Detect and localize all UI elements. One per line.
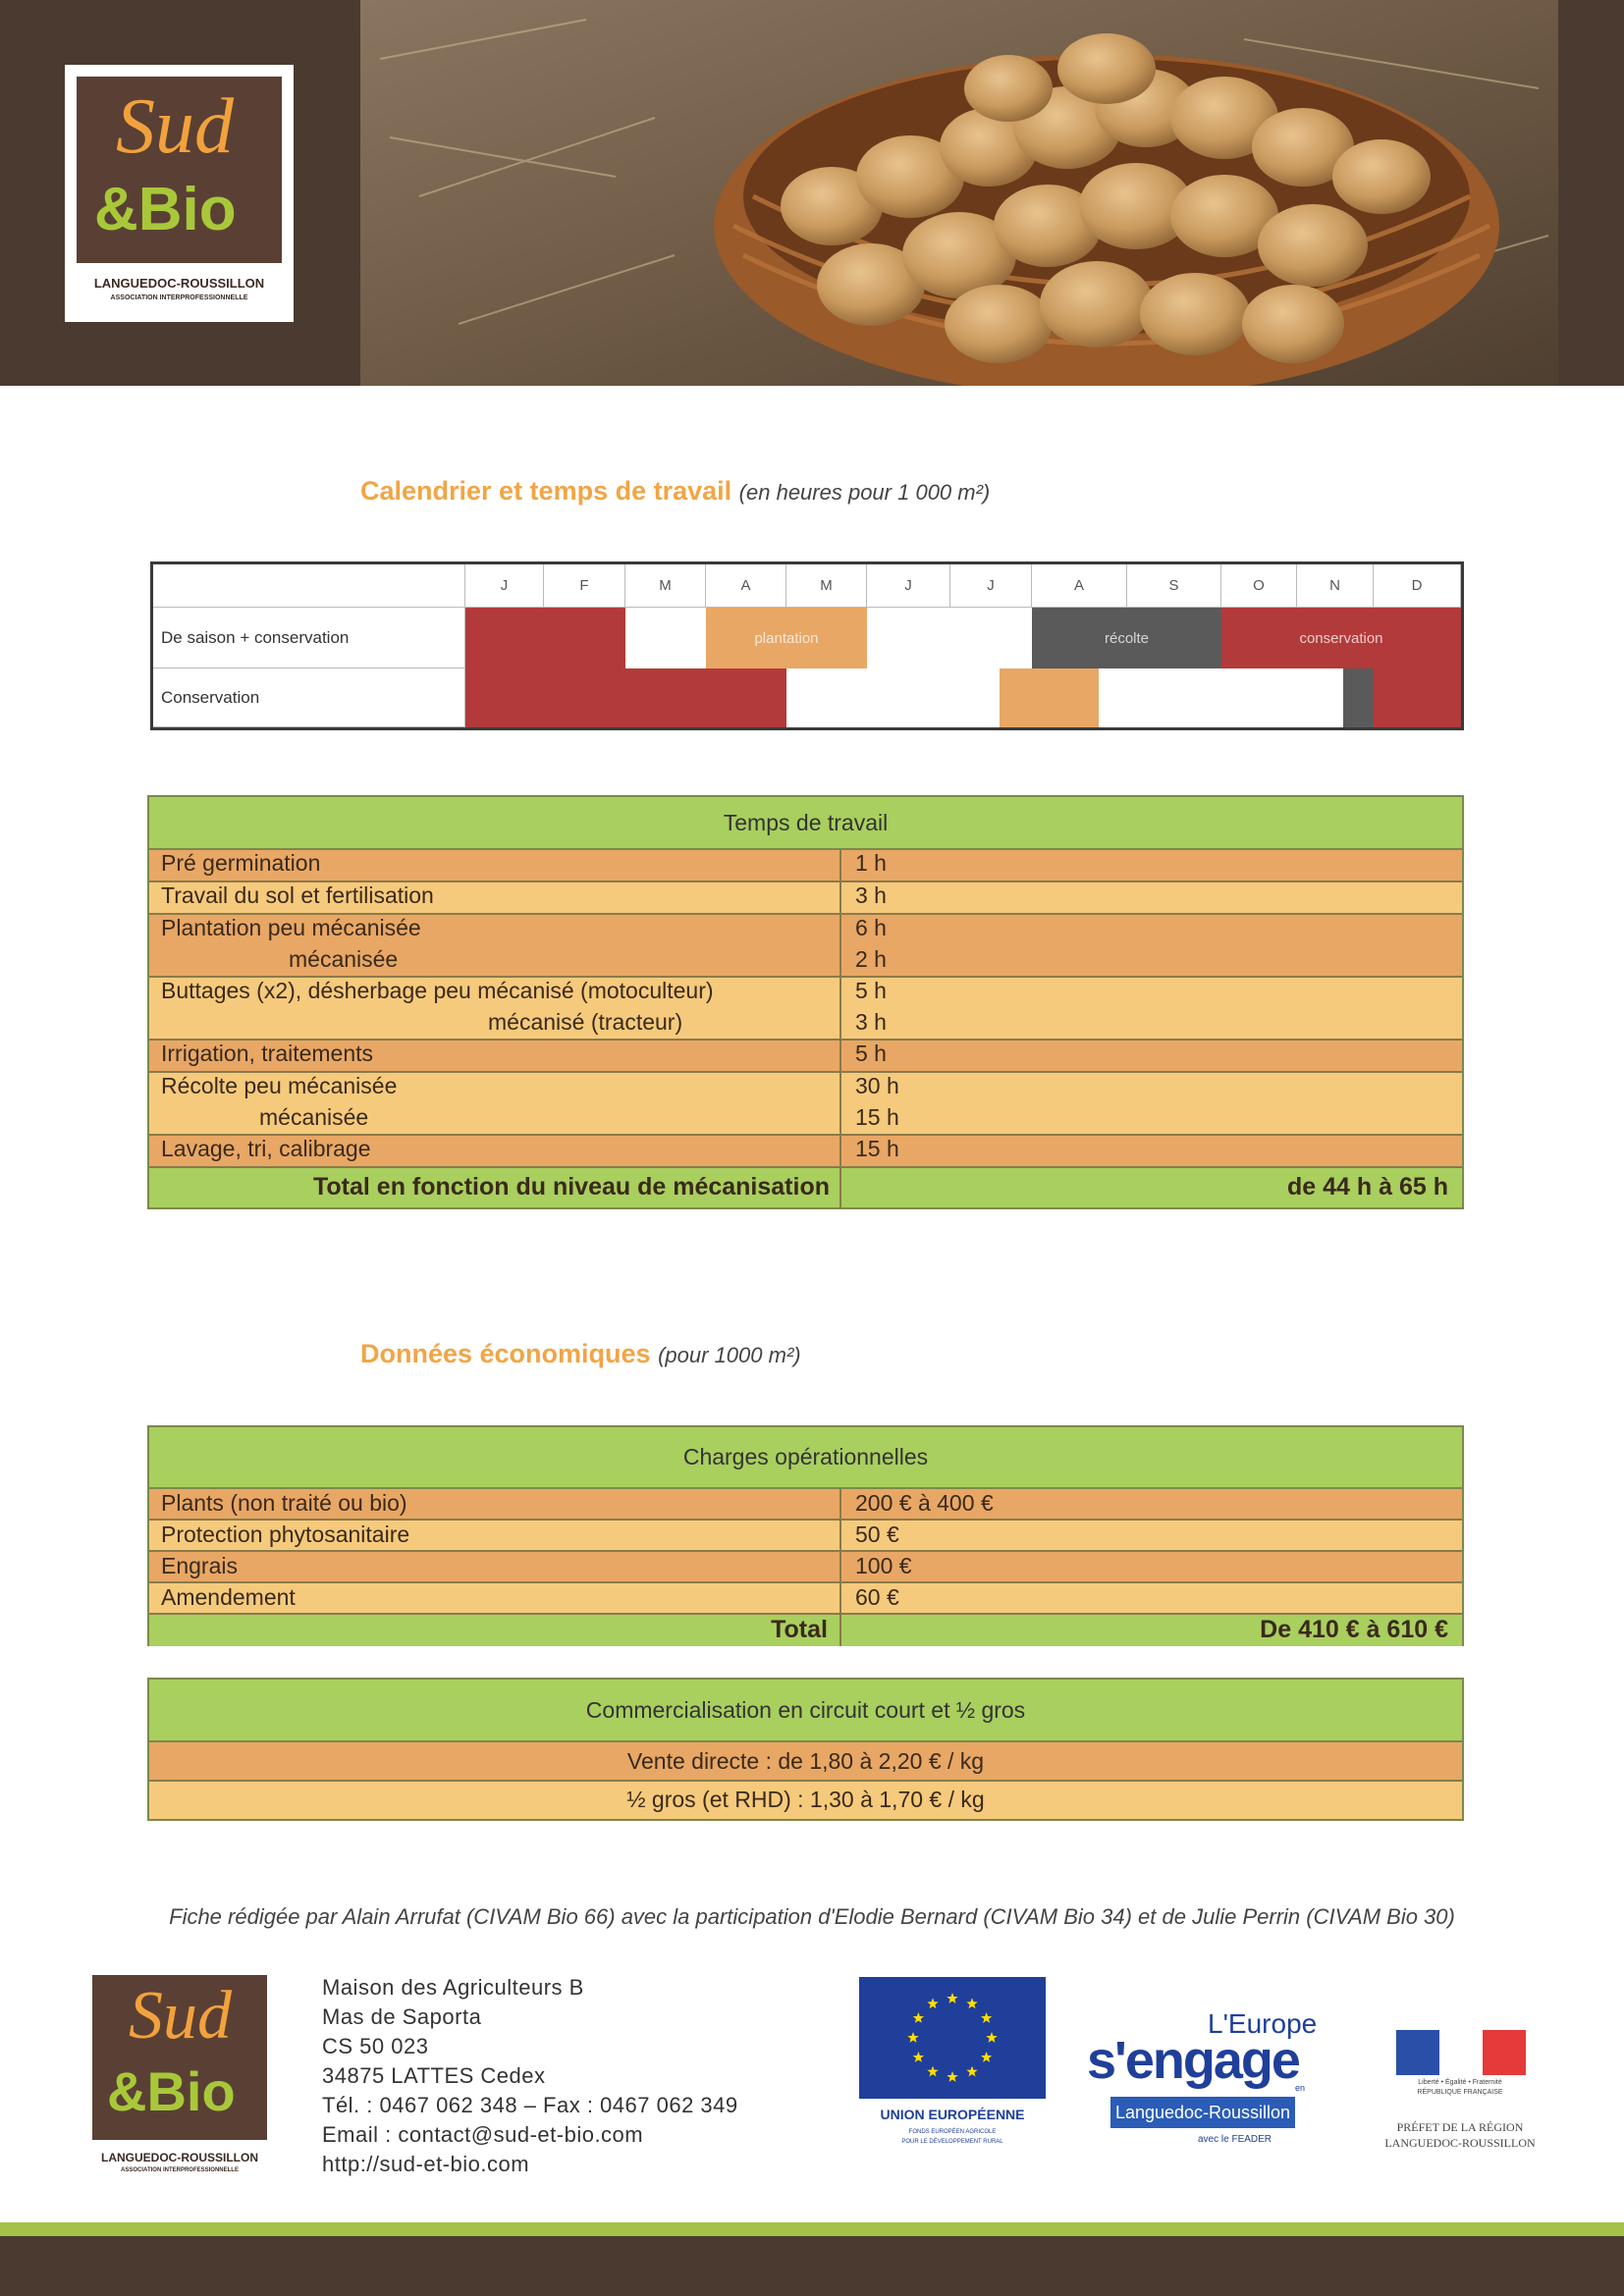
eu-sub2: POUR LE DÉVELOPPEMENT RURAL: [901, 2139, 1003, 2145]
address-line: 34875 LATTES Cedex: [322, 2063, 546, 2088]
charges-label-cell: [149, 1552, 841, 1581]
calendar-row-label: De saison + conservation: [153, 608, 465, 668]
footer-brown-bar: [0, 2236, 1624, 2296]
commercial-table: [147, 1678, 1464, 1821]
work-time-hours-cell: [841, 1041, 1462, 1071]
europe-line1: L'Europe: [1208, 2008, 1318, 2039]
eu-star-icon: [913, 2052, 924, 2062]
logo-subtitle: LANGUEDOC-ROUSSILLON: [93, 276, 265, 291]
charges-total-label: Total: [771, 1616, 828, 1643]
charges-total-value: De 410 € à 610 €: [1260, 1616, 1448, 1643]
eu-star-icon: [947, 1993, 957, 2003]
work-time-hours: 6 h: [855, 915, 887, 940]
economic-title-note: (pour 1000 m²): [658, 1343, 801, 1367]
logo-subtitle-2: ASSOCIATION INTERPROFESSIONNELLE: [110, 294, 248, 301]
hero-image-potato-basket: [360, 0, 1558, 386]
charges-header: Charges opérationnelles: [149, 1427, 1462, 1489]
europe-region: Languedoc-Roussillon: [1110, 2097, 1295, 2128]
charges-label-cell: [149, 1489, 841, 1519]
calendar-month-header: A: [1032, 564, 1127, 608]
header-logo: [65, 65, 294, 322]
charges-value-cell: [841, 1583, 1462, 1613]
calendar-segment: [1343, 668, 1374, 727]
economic-title-text: Données économiques: [360, 1339, 651, 1368]
work-time-total-row: [149, 1168, 1462, 1207]
calendar-row-label: Conservation: [153, 668, 465, 727]
gov-line1: PRÉFET DE LA RÉGION: [1396, 2120, 1524, 2134]
calendar-month-header: M: [786, 564, 867, 608]
work-time-row: [149, 978, 1462, 1041]
work-time-task: Pré germination: [161, 850, 321, 876]
charges-label: Protection phytosanitaire: [161, 1522, 410, 1547]
address-line: http://sud-et-bio.com: [322, 2152, 530, 2176]
work-time-hours-cell: [841, 850, 1462, 881]
work-time-task: Récolte peu mécanisée: [161, 1073, 398, 1098]
eu-stars-icon: [859, 1977, 1046, 2099]
calendar-month-header: S: [1127, 564, 1221, 608]
europe-sub: avec le FEADER: [1198, 2134, 1272, 2145]
calendar-segment: plantation: [706, 608, 867, 668]
work-time-task-cell: [149, 915, 841, 976]
work-time-row: [149, 915, 1462, 978]
commercial-header: Commercialisation en circuit court et ½ gros: [149, 1680, 1462, 1742]
calendar-month-header: D: [1374, 564, 1461, 608]
charges-value-cell: [841, 1552, 1462, 1581]
commercial-row-half: [149, 1782, 1462, 1819]
calendar-segment: [1000, 668, 1099, 727]
calendar-month-header: F: [544, 564, 625, 608]
work-time-hours: 15 h: [855, 1136, 899, 1161]
eu-logo: [859, 1977, 1046, 2163]
work-time-hours-cell: [841, 882, 1462, 913]
calendar-title-note: (en heures pour 1 000 m²): [738, 480, 991, 505]
work-time-row: [149, 1073, 1462, 1136]
footer-logo: [89, 1972, 270, 2180]
economic-section-title: [360, 1339, 801, 1369]
gov-motto2: RÉPUBLIQUE FRANÇAISE: [1417, 2089, 1503, 2096]
charges-total-row: [149, 1615, 1462, 1646]
calendar-title-text: Calendrier et temps de travail: [360, 476, 732, 506]
work-time-task: Buttages (x2), désherbage peu mécanisé (motoculteur): [161, 978, 714, 1003]
work-time-task: mécanisé (tracteur): [488, 1009, 683, 1035]
work-time-row: [149, 1136, 1462, 1168]
work-time-hours-cell: [841, 978, 1462, 1039]
eu-star-icon: [947, 2071, 957, 2082]
work-time-task-cell: [149, 882, 841, 913]
charges-row: [149, 1489, 1462, 1521]
work-time-task: mécanisée: [289, 946, 399, 972]
calendar-section-title: [360, 476, 990, 507]
footer-green-bar: [0, 2222, 1624, 2236]
work-time-hours-cell: [841, 1136, 1462, 1166]
charges-label-cell: [149, 1583, 841, 1613]
work-time-hours: 3 h: [855, 882, 887, 908]
work-time-hours-cell: [841, 915, 1462, 976]
europe-engage-logo: [1085, 2008, 1318, 2156]
logo-text-sud: Sud: [116, 83, 234, 170]
commercial-direct-text: Vente directe : de 1,80 à 2,20 € / kg: [626, 1748, 985, 1774]
charges-row: [149, 1552, 1462, 1583]
charges-value: 200 € à 400 €: [855, 1490, 994, 1516]
charges-label: Plants (non traité ou bio): [161, 1490, 407, 1516]
eu-star-icon: [966, 1998, 977, 2008]
charges-value: 100 €: [855, 1553, 912, 1578]
work-time-task-cell: [149, 850, 841, 881]
work-time-hours: 5 h: [855, 978, 887, 1003]
french-flag-icon: [1396, 2030, 1526, 2075]
charges-table: [147, 1425, 1464, 1646]
credits: Fiche rédigée par Alain Arrufat (CIVAM Bio 66) avec la participation d'Elodie Bernard (CIVAM Bio 34) et de Julie Perrin (CIVAM Bio 30): [169, 1904, 1455, 1929]
footer-logo-subtitle: LANGUEDOC-ROUSSILLON: [101, 2151, 258, 2164]
work-time-hours: 2 h: [855, 946, 887, 972]
address-line: Tél. : 0467 062 348 – Fax : 0467 062 349: [322, 2093, 738, 2117]
address-line: CS 50 023: [322, 2034, 429, 2058]
address-line: Mas de Saporta: [322, 2004, 482, 2029]
calendar-month-header: J: [465, 564, 544, 608]
calendar-month-header: J: [950, 564, 1032, 608]
work-time-task-cell: [149, 1041, 841, 1071]
calendar-segment: [625, 608, 706, 668]
prefecture-logo: [1362, 2030, 1558, 2156]
address-line: Maison des Agriculteurs B: [322, 1975, 584, 2000]
charges-value-cell: [841, 1489, 1462, 1519]
charges-label: Amendement: [161, 1584, 296, 1610]
work-time-task: Travail du sol et fertilisation: [161, 882, 434, 908]
calendar-month-header: O: [1221, 564, 1297, 608]
gov-motto1: Liberté • Égalité • Fraternité: [1418, 2079, 1502, 2086]
eu-star-icon: [927, 2066, 938, 2077]
work-time-hours: 1 h: [855, 850, 887, 876]
eu-star-icon: [981, 2012, 992, 2023]
logo-text-bio: &Bio: [94, 176, 237, 243]
work-time-row: [149, 850, 1462, 882]
work-calendar: [150, 561, 1464, 730]
charges-label-cell: [149, 1521, 841, 1550]
europe-line2: s'engage: [1087, 2031, 1299, 2090]
europe-line3: en: [1295, 2083, 1306, 2093]
work-time-row: [149, 882, 1462, 915]
work-time-task-cell: [149, 978, 841, 1039]
eu-star-icon: [913, 2012, 924, 2023]
work-time-header: Temps de travail: [149, 797, 1462, 850]
calendar-month-header: M: [625, 564, 706, 608]
calendar-segment: [867, 608, 1032, 668]
eu-star-icon: [981, 2052, 992, 2062]
calendar-segment: [1374, 668, 1461, 727]
work-time-task: Irrigation, traitements: [161, 1041, 374, 1066]
eu-sub1: FONDS EUROPÉEN AGRICOLE: [908, 2129, 997, 2135]
calendar-segment: récolte: [1032, 608, 1221, 668]
calendar-segment: [465, 608, 625, 668]
calendar-month-header: J: [867, 564, 950, 608]
calendar-segment: conservation: [1221, 608, 1461, 668]
charges-value-cell: [841, 1521, 1462, 1550]
eu-star-icon: [966, 2066, 977, 2077]
charges-row: [149, 1583, 1462, 1615]
footer-logo-text-sud: Sud: [129, 1978, 232, 2054]
eu-star-icon: [907, 2032, 918, 2043]
address-line: Email : contact@sud-et-bio.com: [322, 2122, 644, 2147]
work-time-task: Plantation peu mécanisée: [161, 915, 421, 940]
commercial-row-direct: [149, 1742, 1462, 1782]
work-time-task-cell: [149, 1073, 841, 1134]
work-time-task: mécanisée: [259, 1104, 369, 1130]
calendar-month-header: N: [1297, 564, 1374, 608]
work-time-total-value: de 44 h à 65 h: [1287, 1173, 1448, 1201]
charges-row: [149, 1521, 1462, 1552]
work-time-hours: 5 h: [855, 1041, 887, 1066]
work-time-hours: 30 h: [855, 1073, 899, 1098]
calendar-corner-cell: [153, 564, 465, 608]
commercial-half-text: ½ gros (et RHD) : 1,30 à 1,70 € / kg: [626, 1787, 985, 1812]
calendar-segment: [465, 668, 786, 727]
charges-value: 60 €: [855, 1584, 899, 1610]
eu-star-icon: [986, 2032, 997, 2043]
calendar-month-header: A: [706, 564, 786, 608]
footer-logo-subtitle-2: ASSOCIATION INTERPROFESSIONNELLE: [121, 2167, 239, 2173]
charges-value: 50 €: [855, 1522, 899, 1547]
charges-label: Engrais: [161, 1553, 238, 1578]
calendar-segment: [786, 668, 1000, 727]
work-time-row: [149, 1041, 1462, 1073]
work-time-total-label: Total en fonction du niveau de mécanisation: [313, 1173, 830, 1201]
work-time-hours: 15 h: [855, 1104, 899, 1130]
work-time-hours: 3 h: [855, 1009, 887, 1035]
work-time-hours-cell: [841, 1073, 1462, 1134]
work-time-task: Lavage, tri, calibrage: [161, 1136, 371, 1161]
gov-line2: LANGUEDOC-ROUSSILLON: [1384, 2136, 1536, 2150]
eu-star-icon: [927, 1998, 938, 2008]
calendar-segment: [1099, 668, 1343, 727]
eu-name: UNION EUROPÉENNE: [880, 2107, 1025, 2122]
work-time-task-cell: [149, 1136, 841, 1166]
footer-logo-text-bio: &Bio: [107, 2060, 236, 2122]
work-time-table: [147, 795, 1464, 1209]
